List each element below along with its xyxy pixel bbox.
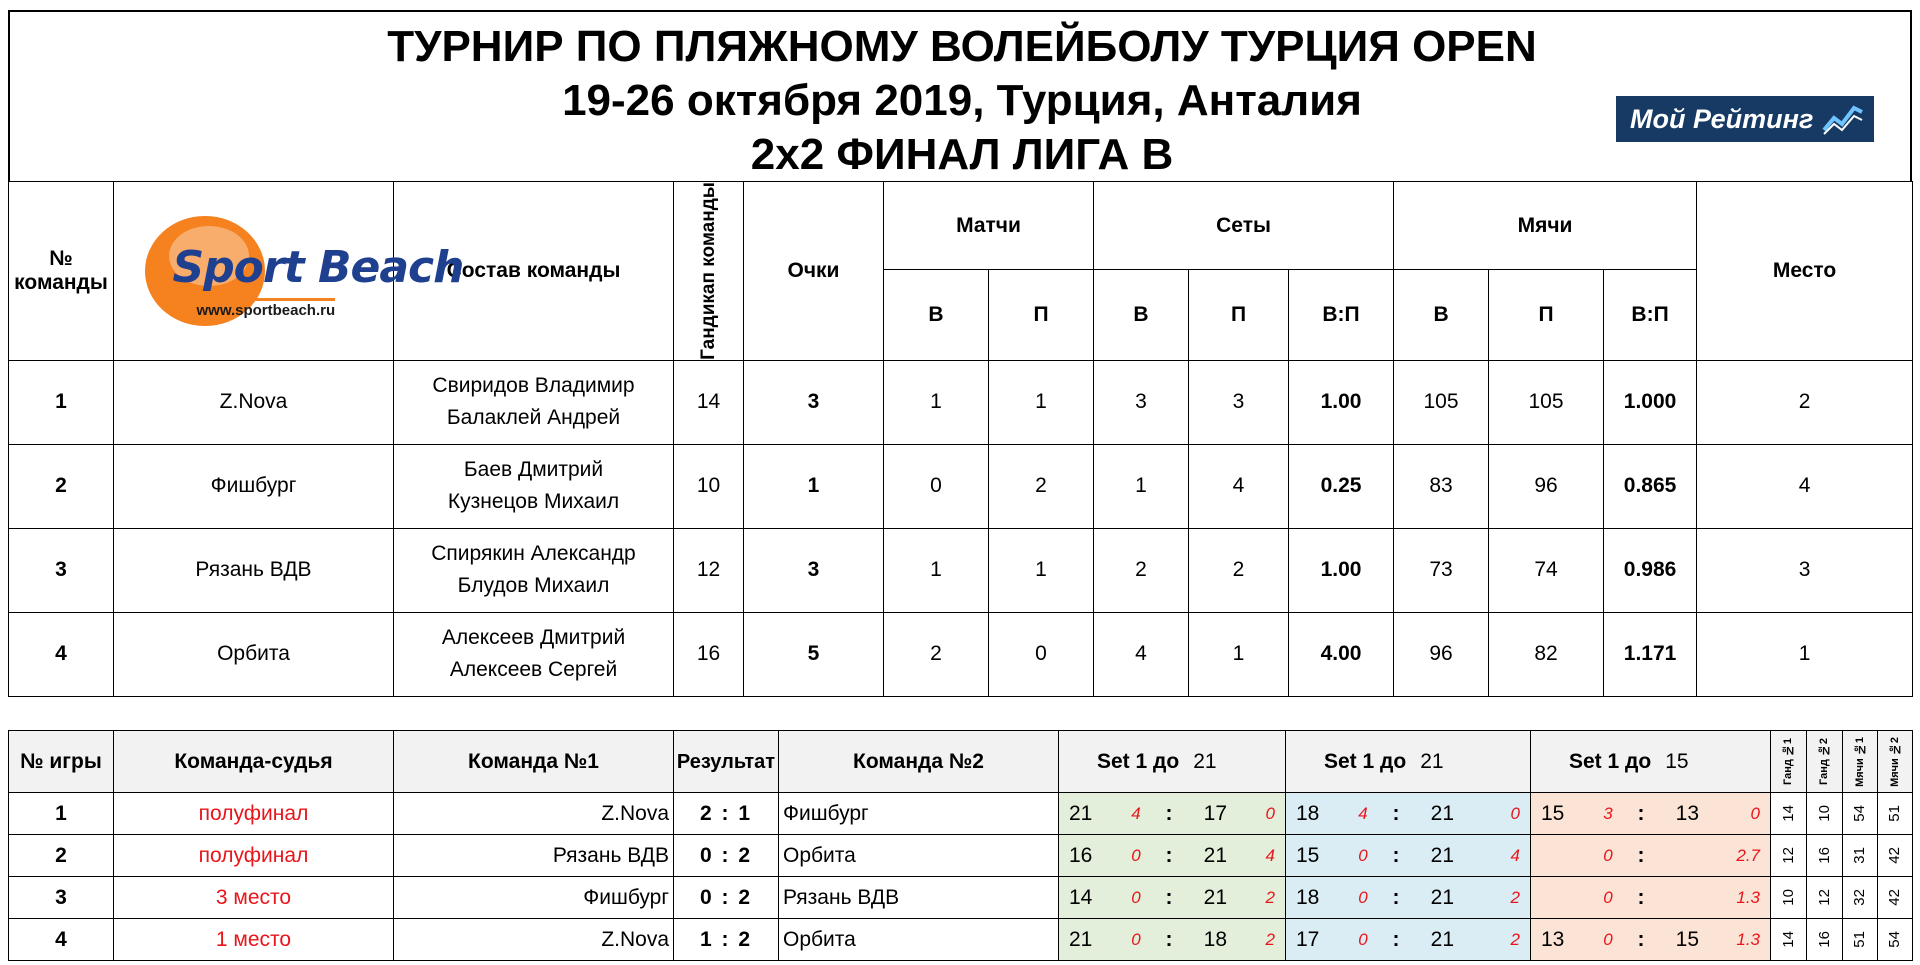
score-separator: : [1165, 927, 1173, 951]
team-points: 1 [744, 444, 884, 528]
player-2: Алексеев Сергей [449, 658, 618, 682]
header-matches-lost: П [989, 270, 1094, 361]
set-handicap-team-2: 2 [1510, 929, 1520, 949]
game-number: 3 [9, 877, 114, 919]
set-score-s3 [1531, 793, 1771, 835]
score-separator: : [1637, 885, 1645, 909]
set-score-s3 [1531, 919, 1771, 961]
set-handicap-team-2: 2 [1265, 887, 1275, 907]
score-separator: : [1165, 801, 1173, 825]
set-handicap-team-1: 0 [1358, 887, 1368, 907]
balls-won: 73 [1394, 528, 1489, 612]
tournament-dates-location: 19-26 октября 2019, Турция, Анталия [562, 76, 1362, 125]
set-score-s2 [1286, 877, 1531, 919]
matches-won: 1 [884, 528, 989, 612]
matches-won: 2 [884, 612, 989, 696]
set-score-team-2: 21 [1430, 843, 1454, 867]
header-set-2: Set 1 до 21 [1286, 731, 1531, 793]
header-result: Результат [674, 731, 779, 793]
team-name: Орбита [114, 612, 394, 696]
set-score-team-1: 14 [1069, 885, 1093, 909]
balls-team-2: 42 [1878, 877, 1913, 919]
games-table [8, 730, 1913, 961]
team-place: 4 [1697, 444, 1913, 528]
team-points: 3 [744, 528, 884, 612]
result-team-1: 0 [699, 885, 714, 909]
balls-ratio: 1.000 [1604, 360, 1697, 444]
player-2: Балаклей Андрей [446, 406, 621, 430]
referee-team: 1 место [114, 919, 394, 961]
handicap-team-1: 14 [1771, 919, 1807, 961]
team-handicap: 14 [674, 360, 744, 444]
sets-lost: 3 [1189, 360, 1289, 444]
set-handicap-team-2: 1.3 [1736, 929, 1760, 949]
player-2: Кузнецов Михаил [447, 490, 620, 514]
header-handicap: Гандикап команды [674, 182, 744, 361]
team-2-name: Рязань ВДВ [779, 877, 1059, 919]
header-place: Место [1697, 182, 1913, 361]
set-handicap-team-1: 0 [1131, 845, 1141, 865]
game-result: 0 : 2 [674, 877, 779, 919]
chart-trend-icon [1822, 102, 1866, 136]
referee-team: 3 место [114, 877, 394, 919]
result-team-1: 1 [699, 927, 714, 951]
score-separator: : [1392, 843, 1400, 867]
set-handicap-team-2: 1.3 [1736, 887, 1760, 907]
sets-lost: 2 [1189, 528, 1289, 612]
team-place: 2 [1697, 360, 1913, 444]
set-score-team-2: 15 [1675, 927, 1699, 951]
set-score-team-1: 15 [1541, 801, 1565, 825]
header-handicap-1: Ганд №1 [1771, 731, 1807, 793]
balls-ratio: 1.171 [1604, 612, 1697, 696]
header-sets-won: В [1094, 270, 1189, 361]
set-score-team-2: 21 [1430, 885, 1454, 909]
tournament-title: ТУРНИР ПО ПЛЯЖНОМУ ВОЛЕЙБОЛУ ТУРЦИЯ OPEN [387, 22, 1537, 71]
header-set-3: Set 1 до 15 [1531, 731, 1771, 793]
header-team-number: № команды [9, 182, 114, 361]
handicap-team-2: 10 [1807, 793, 1843, 835]
balls-ratio: 0.986 [1604, 528, 1697, 612]
balls-team-1: 51 [1843, 919, 1878, 961]
set-score-team-1: 13 [1541, 927, 1565, 951]
sets-ratio: 1.00 [1289, 528, 1394, 612]
team-number: 3 [9, 528, 114, 612]
header-balls-ratio: В:П [1604, 270, 1697, 361]
table-row [9, 444, 1913, 528]
team-number: 1 [9, 360, 114, 444]
balls-lost: 105 [1489, 360, 1604, 444]
tournament-stage: 2x2 ФИНАЛ ЛИГА В [750, 130, 1174, 179]
score-separator: : [1165, 843, 1173, 867]
score-separator: : [1392, 927, 1400, 951]
header-sets: Сеты [1094, 182, 1394, 270]
header-balls: Мячи [1394, 182, 1697, 270]
set-handicap-team-1: 0 [1603, 845, 1613, 865]
team-1-name: Рязань ВДВ [394, 835, 674, 877]
standings-table [8, 181, 1913, 697]
team-number: 4 [9, 612, 114, 696]
header-matches-won: В [884, 270, 989, 361]
set-handicap-team-2: 0 [1750, 803, 1760, 823]
team-handicap: 12 [674, 528, 744, 612]
game-number: 1 [9, 793, 114, 835]
team-members [394, 444, 674, 528]
handicap-team-2: 12 [1807, 877, 1843, 919]
tournament-header [8, 10, 1912, 182]
referee-team: полуфинал [114, 793, 394, 835]
table-row [9, 835, 1913, 877]
team-2-name: Фишбург [779, 793, 1059, 835]
handicap-team-1: 12 [1771, 835, 1807, 877]
team-members [394, 360, 674, 444]
table-row [9, 877, 1913, 919]
team-number: 2 [9, 444, 114, 528]
team-name: Рязань ВДВ [114, 528, 394, 612]
balls-team-2: 42 [1878, 835, 1913, 877]
matches-lost: 1 [989, 528, 1094, 612]
game-result: 0 : 2 [674, 835, 779, 877]
team-1-name: Z.Nova [394, 793, 674, 835]
player-1: Свиридов Владимир [432, 374, 635, 398]
set-score-team-1: 18 [1296, 801, 1320, 825]
set-handicap-team-1: 0 [1603, 929, 1613, 949]
set-score-team-2: 17 [1203, 801, 1227, 825]
header-handicap-2: Ганд №2 [1807, 731, 1843, 793]
balls-won: 96 [1394, 612, 1489, 696]
set-score-team-2: 18 [1203, 927, 1227, 951]
set-handicap-team-2: 4 [1510, 845, 1520, 865]
set-handicap-team-1: 4 [1131, 803, 1141, 823]
sport-beach-logo-cell [114, 182, 464, 361]
balls-won: 105 [1394, 360, 1489, 444]
set-score-s2 [1286, 835, 1531, 877]
set-score-team-1: 15 [1296, 843, 1320, 867]
matches-lost: 1 [989, 360, 1094, 444]
set-handicap-team-1: 0 [1603, 887, 1613, 907]
score-separator: : [1637, 843, 1645, 867]
team-1-name: Фишбург [394, 877, 674, 919]
score-separator: : [1392, 885, 1400, 909]
header-game-number: № игры [9, 731, 114, 793]
header-members: Состав команды [394, 182, 674, 361]
result-team-2: 2 [738, 927, 753, 951]
table-row [9, 612, 1913, 696]
header-points: Очки [744, 182, 884, 361]
set-handicap-team-1: 0 [1358, 845, 1368, 865]
score-separator: : [1165, 885, 1173, 909]
team-members [394, 612, 674, 696]
sets-ratio: 0.25 [1289, 444, 1394, 528]
matches-won: 0 [884, 444, 989, 528]
sets-won: 4 [1094, 612, 1189, 696]
game-result: 2 : 1 [674, 793, 779, 835]
score-separator: : [1637, 927, 1645, 951]
sets-lost: 4 [1189, 444, 1289, 528]
header-team-1: Команда №1 [394, 731, 674, 793]
header-balls-lost: П [1489, 270, 1604, 361]
set-score-s1 [1059, 919, 1286, 961]
team-1-name: Z.Nova [394, 919, 674, 961]
set-score-s1 [1059, 793, 1286, 835]
sets-lost: 1 [1189, 612, 1289, 696]
game-result: 1 : 2 [674, 919, 779, 961]
handicap-team-2: 16 [1807, 835, 1843, 877]
set-score-s3 [1531, 835, 1771, 877]
player-1: Баев Дмитрий [463, 458, 604, 482]
table-row [9, 528, 1913, 612]
balls-lost: 82 [1489, 612, 1604, 696]
player-1: Спирякин Александр [431, 542, 636, 566]
header-sets-ratio: В:П [1289, 270, 1394, 361]
set-score-team-1: 21 [1069, 801, 1093, 825]
sets-won: 2 [1094, 528, 1189, 612]
set-score-team-2: 21 [1203, 843, 1227, 867]
set-handicap-team-2: 0 [1510, 803, 1520, 823]
sport-beach-logo-word: Sport Beach [172, 241, 464, 293]
score-separator: : [1637, 801, 1645, 825]
balls-lost: 96 [1489, 444, 1604, 528]
table-row [9, 793, 1913, 835]
matches-lost: 2 [989, 444, 1094, 528]
handicap-team-1: 10 [1771, 877, 1807, 919]
header-balls-2: Мячи №2 [1878, 731, 1913, 793]
table-row [9, 919, 1913, 961]
set-handicap-team-1: 0 [1131, 929, 1141, 949]
set-handicap-team-2: 2.7 [1736, 845, 1760, 865]
result-team-2: 1 [738, 801, 753, 825]
team-name: Фишбург [114, 444, 394, 528]
team-points: 5 [744, 612, 884, 696]
game-number: 4 [9, 919, 114, 961]
handicap-team-2: 16 [1807, 919, 1843, 961]
balls-won: 83 [1394, 444, 1489, 528]
header-set-1: Set 1 до 21 [1059, 731, 1286, 793]
balls-lost: 74 [1489, 528, 1604, 612]
moy-rating-logo [1616, 96, 1874, 142]
sets-ratio: 1.00 [1289, 360, 1394, 444]
sets-won: 3 [1094, 360, 1189, 444]
header-sets-lost: П [1189, 270, 1289, 361]
matches-lost: 0 [989, 612, 1094, 696]
header-balls-won: В [1394, 270, 1489, 361]
handicap-team-1: 14 [1771, 793, 1807, 835]
team-points: 3 [744, 360, 884, 444]
set-handicap-team-2: 0 [1265, 803, 1275, 823]
set-score-team-2: 13 [1675, 801, 1699, 825]
set-handicap-team-1: 0 [1131, 887, 1141, 907]
header-team-2: Команда №2 [779, 731, 1059, 793]
set-handicap-team-2: 2 [1265, 929, 1275, 949]
team-2-name: Орбита [779, 835, 1059, 877]
sport-beach-logo [139, 212, 464, 330]
set-handicap-team-1: 3 [1603, 803, 1613, 823]
result-team-2: 2 [738, 885, 753, 909]
team-members [394, 528, 674, 612]
matches-won: 1 [884, 360, 989, 444]
balls-team-1: 54 [1843, 793, 1878, 835]
result-team-2: 2 [738, 843, 753, 867]
set-handicap-team-2: 4 [1265, 845, 1275, 865]
set-score-s1 [1059, 835, 1286, 877]
set-score-team-2: 21 [1430, 801, 1454, 825]
result-team-1: 2 [699, 801, 714, 825]
table-row [9, 360, 1913, 444]
set-handicap-team-1: 4 [1358, 803, 1368, 823]
set-handicap-team-1: 0 [1358, 929, 1368, 949]
header-referee-team: Команда-судья [114, 731, 394, 793]
set-score-team-1: 18 [1296, 885, 1320, 909]
set-score-s3 [1531, 877, 1771, 919]
set-score-s2 [1286, 793, 1531, 835]
balls-team-1: 31 [1843, 835, 1878, 877]
result-team-1: 0 [699, 843, 714, 867]
set-score-team-1: 16 [1069, 843, 1093, 867]
balls-team-2: 51 [1878, 793, 1913, 835]
player-2: Блудов Михаил [457, 574, 610, 598]
set-score-s2 [1286, 919, 1531, 961]
team-place: 3 [1697, 528, 1913, 612]
player-1: Алексеев Дмитрий [441, 626, 626, 650]
score-separator: : [1392, 801, 1400, 825]
set-score-team-2: 21 [1430, 927, 1454, 951]
balls-ratio: 0.865 [1604, 444, 1697, 528]
set-handicap-team-2: 2 [1510, 887, 1520, 907]
sets-ratio: 4.00 [1289, 612, 1394, 696]
balls-team-2: 54 [1878, 919, 1913, 961]
balls-team-1: 32 [1843, 877, 1878, 919]
header-matches: Матчи [884, 182, 1094, 270]
moy-rating-logo-text: Мой Рейтинг [1630, 104, 1814, 134]
team-place: 1 [1697, 612, 1913, 696]
team-handicap: 10 [674, 444, 744, 528]
referee-team: полуфинал [114, 835, 394, 877]
team-2-name: Орбита [779, 919, 1059, 961]
set-score-s1 [1059, 877, 1286, 919]
sport-beach-logo-site: www.sportbeach.ru [197, 298, 336, 319]
game-number: 2 [9, 835, 114, 877]
set-score-team-2: 21 [1203, 885, 1227, 909]
team-name: Z.Nova [114, 360, 394, 444]
set-score-team-1: 21 [1069, 927, 1093, 951]
header-balls-1: Мячи №1 [1843, 731, 1878, 793]
set-score-team-1: 17 [1296, 927, 1320, 951]
sets-won: 1 [1094, 444, 1189, 528]
team-handicap: 16 [674, 612, 744, 696]
